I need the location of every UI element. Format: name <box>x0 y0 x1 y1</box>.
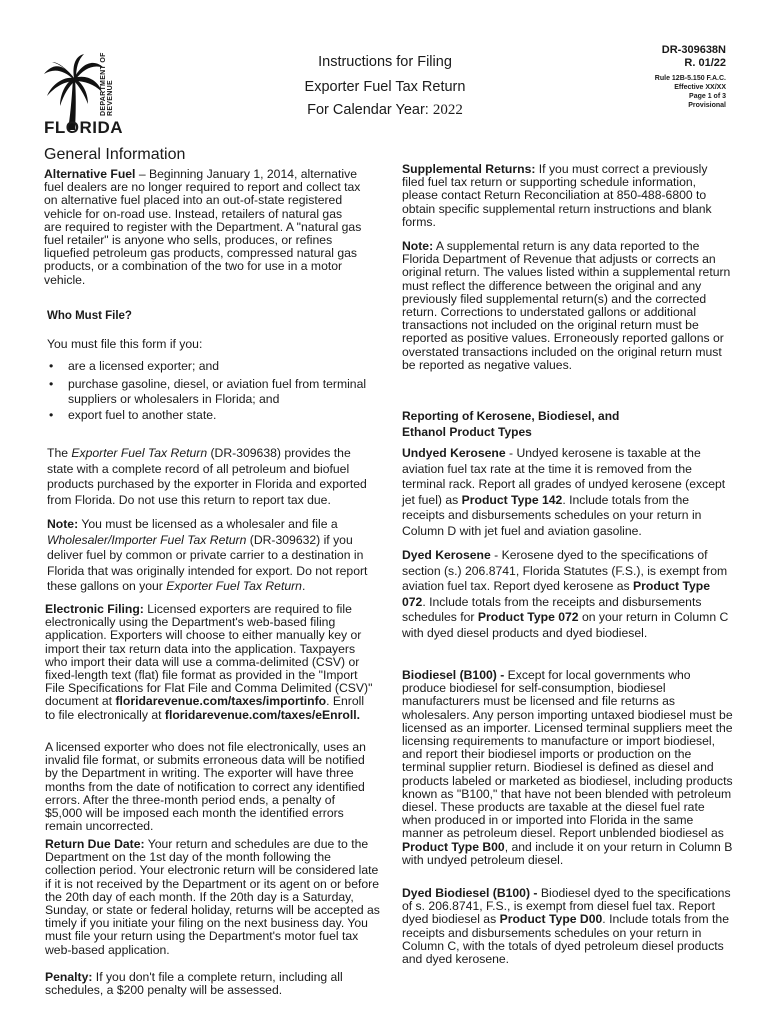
exporter-return-paragraph <box>47 446 377 508</box>
form-page: Page 1 of 3 <box>689 93 726 100</box>
calendar-year-label: For Calendar Year: <box>307 102 429 118</box>
note-label: Note: <box>402 239 434 253</box>
alternative-fuel-paragraph <box>44 168 362 287</box>
note-label: Note: <box>47 517 79 531</box>
dyed-biodiesel-paragraph <box>402 887 732 966</box>
undyed-kerosene-paragraph <box>402 446 732 540</box>
supplemental-note-paragraph <box>402 240 732 372</box>
product-type: Product Type 072 <box>477 610 579 625</box>
dyed-kerosene-paragraph <box>402 548 732 642</box>
text-run: - Undyed kerosene is taxable at the aviation fuel tax rate at the time it is removed from the terminal rack. Report all grades of undyed kerosene (except jet fuel) as <box>402 446 726 507</box>
product-type: Product Type 142 <box>461 492 563 507</box>
text-run: . Include totals from the receipts and disbursements schedules on your return in Column D with jet fuel and aviation gasoline. <box>402 492 702 538</box>
list-item-text: are a licensed exporter; and <box>68 359 220 373</box>
penalty-label: Penalty: <box>45 970 93 984</box>
list-item <box>47 359 367 375</box>
title-line-1: Instructions for Filing <box>318 54 452 70</box>
undyed-kerosene-label: Undyed Kerosene <box>402 446 506 460</box>
wholesaler-note-paragraph <box>47 517 377 595</box>
import-info-link[interactable]: floridarevenue.com/taxes/importinfo <box>115 694 327 709</box>
electronic-filing-label: Electronic Filing: <box>45 602 144 616</box>
form-title-italic: Exporter Fuel Tax Return <box>71 446 208 460</box>
electronic-filing-paragraph <box>45 603 375 722</box>
text-run: (DR-309638) provides the state with a complete record of all petroleum and biofuel products purchased by the exporter in Florida and exported from Florida. Do not use this return to report tax due. <box>47 446 367 507</box>
product-type: Product Type D00 <box>499 912 603 927</box>
text-run: If you don't file a complete return, including all schedules, a $200 penalty will be assessed. <box>45 970 343 998</box>
form-effective: Effective XX/XX <box>674 84 726 91</box>
product-type: Product Type B00 <box>402 839 505 854</box>
invalid-file-paragraph: A licensed exporter who does not file electronically, uses an invalid file format, or submits erroneous data will be notified by the Department in writing. The exporter will have three months from the date of notification to correct any identified errors. After the three-month period ends, a penalty of $5,000 will be imposed each month the identified errors remain uncorrected. <box>45 740 366 834</box>
form-code-block <box>655 44 726 110</box>
due-date-paragraph <box>45 838 381 957</box>
text-run: The <box>47 446 72 460</box>
form-title-italic: Exporter Fuel Tax Return <box>166 579 302 594</box>
alternative-fuel-text: – Beginning January 1, 2014, alternative fuel dealers are no longer required to report and collect tax on alternative fuel placed into an out-of-state registered vehicle for on-road use. Instead, retailers of natural gas are required to register with the Department. A "natural gas fuel retailer" is anyone who sells, produces, or refines liquefied petroleum gas products, compressed natural gas products, or a combination of the two for use in a motor vehicle. <box>44 167 362 287</box>
alternative-fuel-label: Alternative Fuel <box>44 167 136 181</box>
reporting-heading <box>402 408 619 440</box>
eenroll-link[interactable]: floridarevenue.com/taxes/eEnroll. <box>164 707 360 722</box>
penalty-paragraph <box>45 971 367 997</box>
logo-florida-wordmark: FLORIDA <box>44 118 124 137</box>
form-code: DR-309638N <box>661 44 726 56</box>
who-must-file-heading: Who Must File? <box>47 310 132 322</box>
dyed-biodiesel-label: Dyed Biodiesel (B100) - <box>402 886 538 900</box>
general-information-heading: General Information <box>44 146 186 163</box>
logo-department-text: DEPARTMENT OF REVENUE <box>100 52 114 116</box>
reporting-heading-line-2: Ethanol Product Types <box>402 425 532 439</box>
form-revision: R. 01/22 <box>684 57 726 69</box>
who-intro: You must file this form if you: <box>47 337 203 351</box>
reporting-heading-line-1: Reporting of Kerosene, Biodiesel, and <box>402 409 620 423</box>
bullet: • <box>49 407 54 422</box>
form-status: Provisional <box>688 102 726 109</box>
supplemental-returns-paragraph <box>402 163 732 229</box>
list-item <box>47 408 367 424</box>
list-item-text: export fuel to another state. <box>68 407 217 422</box>
text-run: . Include totals from the receipts and disbursements schedules for <box>402 594 702 625</box>
text-run: Licensed exporters are required to file electronically using the Department's web-based filing application. Exporters will choose to either manually key or import their tax return data into the application. Taxpayers who import their data will use a comma-delimited (CSV) or fixed-length text (flat) file format as provided in the "Import File Specifications for Flat File and Comma Delimited (CSV)" document at <box>45 602 373 709</box>
text-run: . <box>301 579 306 594</box>
text-run: on your return in Column C with dyed diesel products and dyed biodiesel. <box>402 610 729 640</box>
bullet: • <box>49 359 54 373</box>
form-rule: Rule 12B-5.150 F.A.C. <box>654 75 726 82</box>
text-run: (DR-309632) if you deliver fuel by common or private carrier to a destination in Florida that was originally intended for export. Do not report these gallons on your <box>47 532 368 594</box>
biodiesel-paragraph <box>402 669 734 867</box>
who-list <box>47 359 367 423</box>
text-run: If you must correct a previously filed fuel tax return or supporting schedule information, please contact Return Reconciliation at 850-488-6800 to obtain specific supplemental return instructions and blank forms. <box>402 162 712 229</box>
product-type: Product Type 072 <box>402 579 710 609</box>
list-item <box>47 377 367 408</box>
text-run: Except for local governments who produce biodiesel for self-consumption, biodiesel manufacturers must be licensed and file returns as wholesalers. Any person importing untaxed biodiesel must be licensed as an importer. Licensed terminal suppliers meet the licensing requirements to manufacture or import biodiesel, and report their biodiesel imports or production on the terminal supplier return. Biodiesel is defined as diesel and products labeled or marketed as biodiesel, including products known as "B100," that have not been blended with petroleum diesel. These products are taxable at the diesel fuel rate when produced in or imported into Florida in the same manner as petroleum diesel. Report unblended biodiesel as <box>402 668 733 841</box>
list-item-text: purchase gasoline, diesel, or aviation fuel from terminal suppliers or wholesalers in Florida; and <box>68 376 367 407</box>
text-run: A supplemental return is any data reported to the Florida Department of Revenue that adjusts or corrects an original return. The values listed within a supplemental return must reflect the difference between the original and any previously filed supplemental return(s) and the corrected return. Corrections to understated gallons or additional transactions not included on the original return must be reported as positive values. Erroneously reported gallons or overstated transactions included on the original return must be reported as negative values. <box>402 239 731 372</box>
calendar-year-value: 2022 <box>432 102 463 118</box>
title-line-2: Exporter Fuel Tax Return <box>304 79 466 95</box>
text-run: . Enroll to file electronically at <box>45 694 365 722</box>
biodiesel-label: Biodiesel (B100) - <box>402 668 505 682</box>
due-date-label: Return Due Date: <box>45 837 145 851</box>
text-run: , and include it on your return in Column B with undyed petroleum diesel. <box>402 839 733 867</box>
text-run: . Include totals from the receipts and disbursements schedules on your return in Column C, with the totals of dyed petroleum diesel products and dyed kerosene. <box>402 912 729 967</box>
dyed-kerosene-label: Dyed Kerosene <box>402 548 491 562</box>
text-run: Biodiesel dyed to the specifications of s. 206.8741, F.S., is exempt from diesel fuel tax. Report dyed biodiesel as <box>402 886 731 927</box>
form-title-italic: Wholesaler/Importer Fuel Tax Return <box>47 532 247 547</box>
bullet: • <box>49 376 54 391</box>
text-run: You must be licensed as a wholesaler and file a <box>78 517 338 531</box>
supplemental-returns-label: Supplemental Returns: <box>402 162 536 176</box>
text-run: Your return and schedules are due to the Department on the 1st day of the month following the collection period. Your electronic return will be considered late if it is not received by the Department or its agent on or before the 20th day of each month. If the 20th day is a Saturday, Sunday, or state or federal holiday, returns will be accepted as timely if you initiate your filing on the next business day. You must file your return using the Department's motor fuel tax web-based application. <box>45 837 380 957</box>
text-run: - Kerosene dyed to the specifications of section (s.) 206.8741, Florida Statutes (F.S.), is exempt from aviation fuel tax. Report dyed kerosene as <box>402 548 728 594</box>
